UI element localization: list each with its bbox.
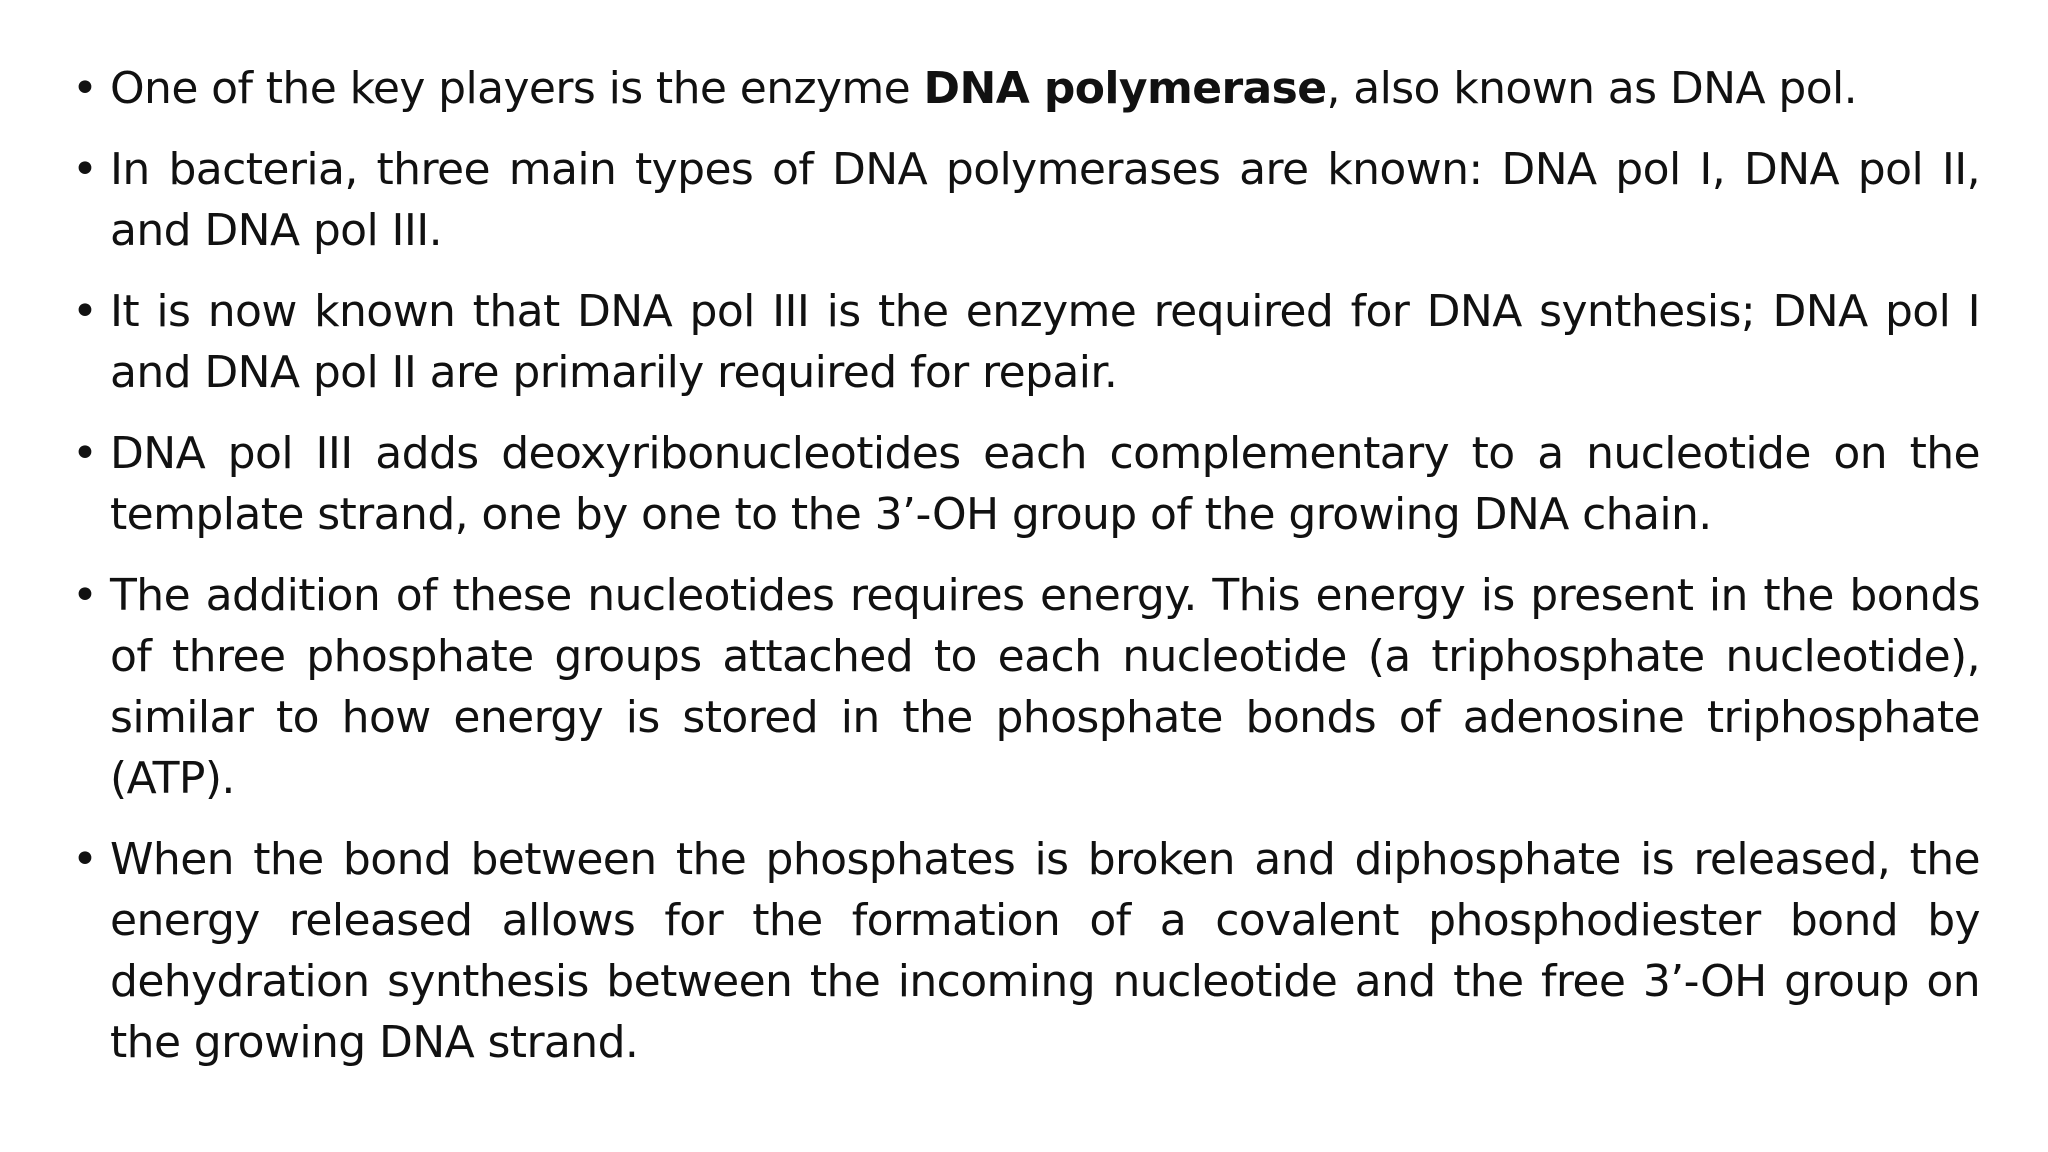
bullet-item-5: [72, 565, 1980, 809]
bullet-text-5: The addition of these nucleotides requires energy. This energy is present in the bonds of three phosphate groups attached to each nucleotide (a triphosphate nucleotide), similar to how energy is stored in the phosphate bonds of adenosine triphosphate (ATP).: [110, 570, 1980, 804]
bullet-list: [72, 58, 1980, 1073]
bullet-marker-icon: •: [72, 286, 98, 337]
bullet-marker-icon: •: [72, 834, 98, 885]
bullet-text-2: In bacteria, three main types of DNA polymerases are known: DNA pol I, DNA pol II, and DNA pol III.: [110, 144, 1980, 256]
bullet-text-1-before: One of the key players is the enzyme: [110, 63, 924, 114]
bullet-marker-icon: •: [72, 144, 98, 195]
bullet-item-6: [72, 829, 1980, 1073]
bullet-text-3: It is now known that DNA pol III is the enzyme required for DNA synthesis; DNA pol I and DNA pol II are primarily required for repair.: [110, 286, 1980, 398]
bullet-item-2: [72, 139, 1980, 261]
bullet-text-1-bold: DNA polymerase: [923, 63, 1327, 114]
bullet-text-4: DNA pol III adds deoxyribonucleotides each complementary to a nucleotide on the template strand, one by one to the 3’-OH group of the growing DNA chain.: [110, 428, 1980, 540]
bullet-item-3: [72, 281, 1980, 403]
bullet-marker-icon: •: [72, 428, 98, 479]
bullet-marker-icon: •: [72, 63, 98, 114]
bullet-item-4: [72, 423, 1980, 545]
bullet-marker-icon: •: [72, 570, 98, 621]
bullet-text-6: When the bond between the phosphates is broken and diphosphate is released, the energy released allows for the formation of a covalent phosphodiester bond by dehydration synthesis between the incoming nucleotide and the free 3’-OH group on the growing DNA strand.: [110, 834, 1980, 1068]
bullet-text-1-after: , also known as DNA pol.: [1326, 63, 1858, 114]
bullet-item-1: [72, 58, 1980, 119]
